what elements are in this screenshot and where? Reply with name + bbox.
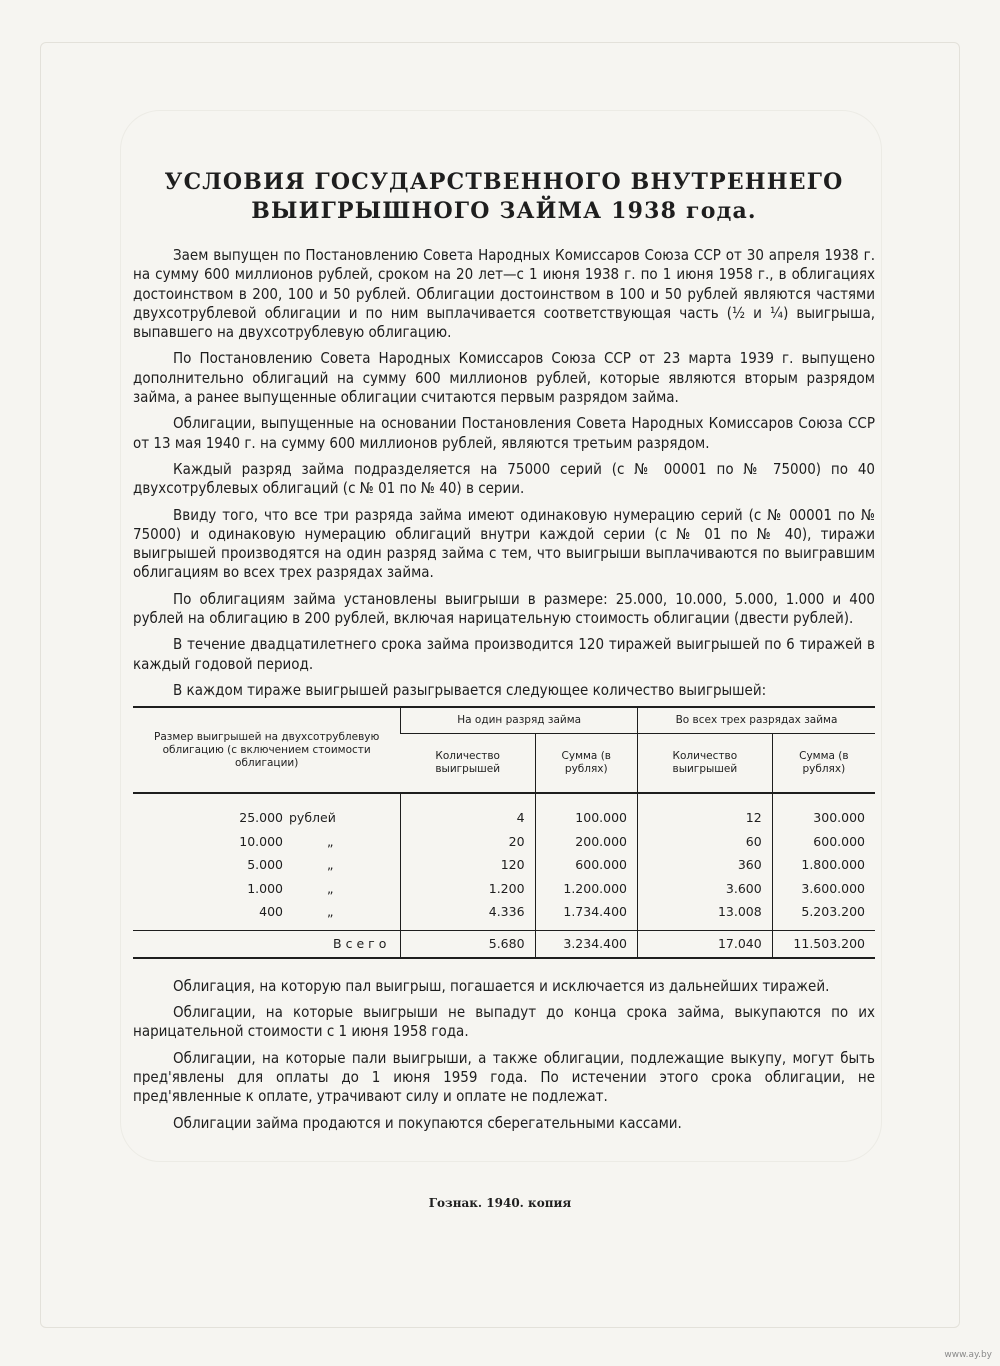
total-one-class-sum: 3.234.400 [535,930,637,958]
one-class-count-header: Количество выигрышей [401,734,535,794]
table-row [133,900,875,930]
all-classes-count: 360 [638,853,773,877]
site-watermark: www.ay.by [944,1350,992,1360]
title-line-2: ВЫИГРЫШНОГО ЗАЙМА 1938 года. [251,198,757,224]
prize-unit: „ [327,857,334,873]
all-classes-sum: 3.600.000 [772,877,875,901]
one-class-sum: 600.000 [535,853,637,877]
paragraph-10: Облигации, на которые выигрыши не выпадут до конца срока займа, выкупаются по их нарицательной стоимости с 1 июня 1958 года. [133,1003,875,1041]
one-class-sum: 100.000 [535,793,637,830]
prize-unit: „ [327,904,334,920]
prize-amount: 25.000 [239,810,283,826]
prize-amount: 1.000 [247,880,283,896]
all-classes-header: Во всех трех разрядах займа [638,707,876,734]
prize-amount: 5.000 [247,857,283,873]
all-classes-sum: 1.800.000 [772,853,875,877]
table-row [133,830,875,854]
paragraph-12: Облигации займа продаются и покупаются сберегательными кассами. [173,1113,682,1132]
prize-table [133,706,875,959]
paragraph-5: Ввиду того, что все три разряда займа имеют одинаковую нумерацию серий (с № 00001 по № 75000) и одинаковую нумерацию облигаций внутри каждой серии (с № 01 по № 40), тиражи выигрышей производятся на один разряд займа с тем, что выигрыши выплачиваются по выигравшим облигациям во всех трех разрядах займа. [133,505,875,582]
one-class-sum: 1.734.400 [535,900,637,930]
all-classes-count: 60 [638,830,773,854]
document-content [133,168,875,1140]
paragraph-7: В течение двадцатилетнего срока займа производится 120 тиражей выигрышей по 6 тиражей в каждый годовой период. [133,635,875,673]
table-row [133,793,875,830]
table-row [133,877,875,901]
one-class-count: 4 [401,793,535,830]
all-classes-sum: 600.000 [772,830,875,854]
all-classes-count-header: Количество выигрышей [638,734,773,794]
paragraph-11: Облигации, на которые пали выигрыши, а также облигации, подлежащие выкупу, могут быть пред'явлены для оплаты до 1 июня 1959 года. По истечении этого срока облигации, не пред'явленные к оплате, утрачивают силу и оплате не подлежат. [133,1048,875,1106]
prize-size-header: Размер выигрышей на двухсотрублевую облигацию (с включением стоимости облигации) [133,707,401,793]
one-class-sum: 1.200.000 [535,877,637,901]
paragraph-2: По Постановлению Совета Народных Комиссаров Союза ССР от 23 марта 1939 г. выпущено дополнительно облигаций на сумму 600 миллионов рублей, которые являются вторым разрядом займа, а ранее выпущенные облигации считаются первым разрядом займа. [133,349,875,407]
table-row [133,853,875,877]
paragraph-3: Облигации, выпущенные на основании Постановления Совета Народных Комиссаров Союза ССР от 13 мая 1940 г. на сумму 600 миллионов рублей, являются третьим разрядом. [133,414,875,452]
document-title [133,168,875,226]
paragraph-9: Облигация, на которую пал выигрыш, погашается и исключается из дальнейших тиражей. [173,976,830,995]
all-classes-count: 13.008 [638,900,773,930]
one-class-header: На один разряд займа [401,707,638,734]
table-total-row [133,930,875,958]
paragraph-1: Заем выпущен по Постановлению Совета Народных Комиссаров Союза ССР от 30 апреля 1938 г. на сумму 600 миллионов рублей, сроком на 20 лет—с 1 июня 1938 г. по 1 июня 1958 г., в облигациях достоинством в 200, 100 и 50 рублей. Облигации достоинством в 100 и 50 рублей являются частями двухсотрублевой облигации и по ним выплачивается соответствующая часть (½ и ¼) выигрыша, выпавшего на двухсотрублевую облигацию. [133,246,875,342]
prize-amount: 10.000 [239,833,283,849]
prize-amount: 400 [259,904,283,920]
all-classes-count: 3.600 [638,877,773,901]
prize-unit: рублей [289,810,336,826]
one-class-sum: 200.000 [535,830,637,854]
all-classes-sum: 300.000 [772,793,875,830]
paragraph-8: В каждом тираже выигрышей разыгрывается следующее количество выигрышей: [173,680,767,699]
one-class-sum-header: Сумма (в рублях) [535,734,637,794]
all-classes-sum: 5.203.200 [772,900,875,930]
all-classes-sum-header: Сумма (в рублях) [772,734,875,794]
one-class-count: 4.336 [401,900,535,930]
one-class-count: 120 [401,853,535,877]
prize-unit: „ [327,833,334,849]
total-label: Всего [333,935,391,951]
total-all-classes-count: 17.040 [638,930,773,958]
paragraph-6: По облигациям займа установлены выигрыши в размере: 25.000, 10.000, 5.000, 1.000 и 400 рублей на облигацию в 200 рублей, включая нарицательную стоимость облигации (двести рублей). [133,589,875,628]
one-class-count: 20 [401,830,535,854]
total-one-class-count: 5.680 [401,930,535,958]
paragraph-4: Каждый разряд займа подразделяется на 75000 серий (с № 00001 по № 75000) по 40 двухсотрублевых облигаций (с № 01 по № 40) в серии. [133,459,875,498]
prize-unit: „ [327,880,334,896]
total-all-classes-sum: 11.503.200 [772,930,875,958]
printer-imprint: Гознак. 1940. копия [428,1196,572,1210]
title-line-1: УСЛОВИЯ ГОСУДАРСТВЕННОГО ВНУТРЕННЕГО [164,169,844,195]
all-classes-count: 12 [638,793,773,830]
one-class-count: 1.200 [401,877,535,901]
